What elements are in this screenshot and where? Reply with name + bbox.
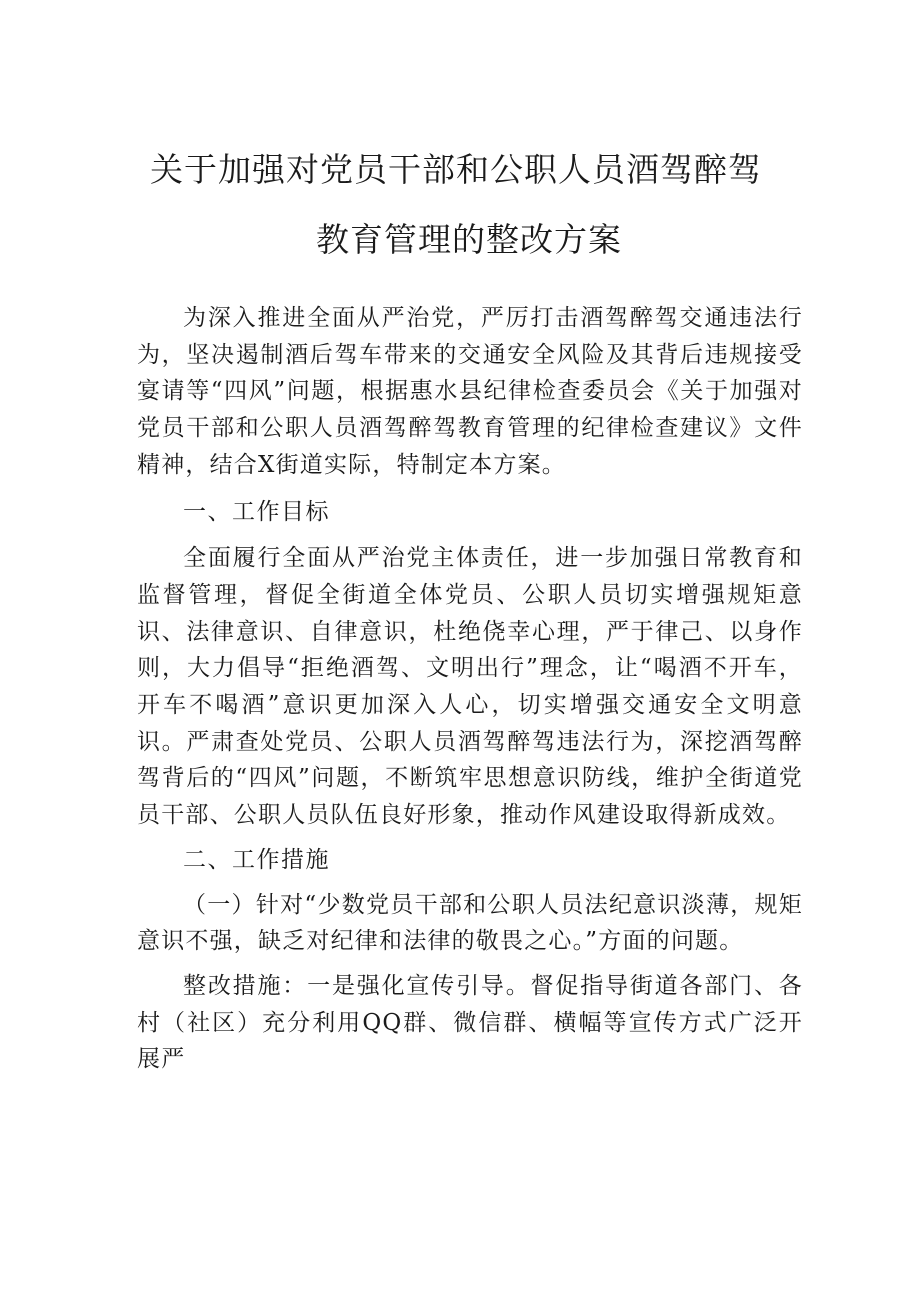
document-title-line-2: 教育管理的整改方案 xyxy=(316,220,622,259)
section-heading-goals: 一、工作目标 xyxy=(183,498,330,525)
document-body xyxy=(137,300,803,1078)
document-title-line-1: 关于加强对党员干部和公职人员酒驾醉驾 xyxy=(150,150,762,189)
measure-1-paragraph: （一）针对“少数党员干部和公职人员法纪意识淡薄，规矩意识不强，缺乏对纪律和法律的敬畏之心。”方面的问题。 xyxy=(137,891,803,955)
section-heading-measures: 二、工作措施 xyxy=(183,846,330,873)
measure-1-action-paragraph: 整改措施：一是强化宣传引导。督促指导街道各部门、各村（社区）充分利用QQ群、微信群、横幅等宣传方式广泛开展严 xyxy=(137,972,803,1073)
intro-paragraph: 为深入推进全面从严治党，严厉打击酒驾醉驾交通违法行为，坚决遏制酒后驾车带来的交通安全风险及其背后违规接受宴请等“四风”问题，根据惠水县纪律检查委员会《关于加强对党员干部和公职人员酒驾醉驾教育管理的纪律检查建议》文件精神，结合X街道实际，特制定本方案。 xyxy=(137,305,803,478)
goals-paragraph: 全面履行全面从严治党主体责任，进一步加强日常教育和监督管理，督促全街道全体党员、公职人员切实增强规矩意识、法律意识、自律意识，杜绝侥幸心理，严于律己、以身作则，大力倡导“拒绝酒驾、文明出行”理念，让“喝酒不开车，开车不喝酒”意识更加深入人心，切实增强交通安全文明意识。严肃查处党员、公职人员酒驾醉驾违法行为，深挖酒驾醉驾背后的“四风”问题，不断筑牢思想意识防线，维护全街道党员干部、公职人员队伍良好形象，推动作风建设取得新成效。 xyxy=(137,545,803,829)
